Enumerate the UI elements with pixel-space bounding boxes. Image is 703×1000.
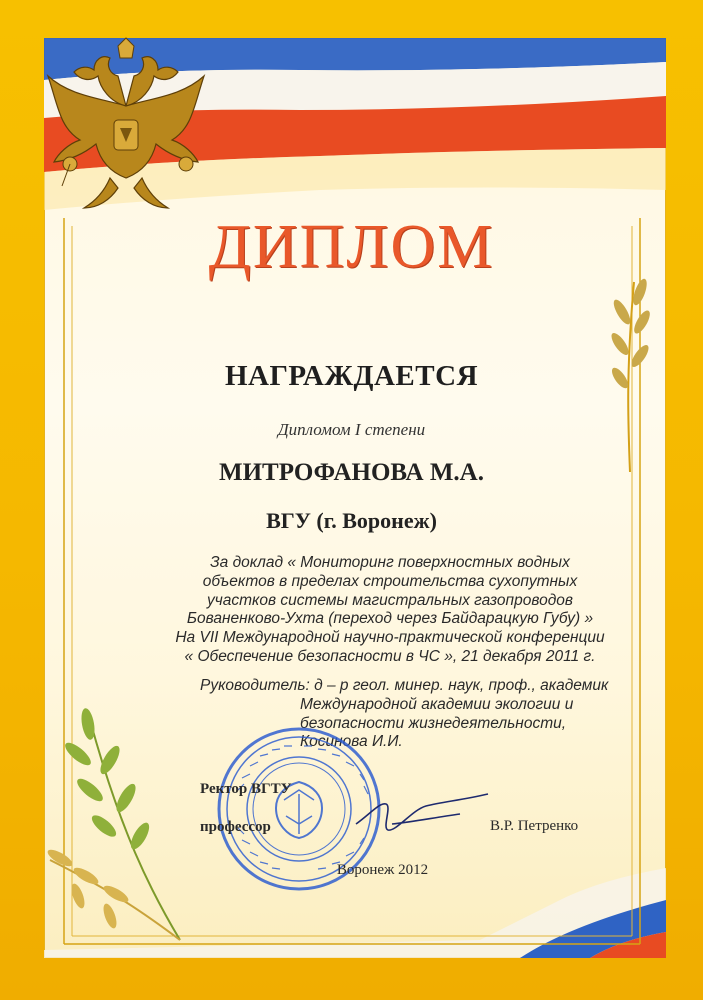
supervisor-line: безопасности жизнедеятельности, — [300, 714, 567, 732]
organization-name: ВГУ (г. Воронеж) — [266, 508, 437, 533]
place-and-year: Воронеж 2012 — [336, 862, 429, 878]
laurel-branch-icon — [30, 690, 200, 950]
rector-label: Ректор ВГТУ — [200, 781, 292, 797]
report-line: За доклад « Мониторинг поверхностных водных — [210, 554, 570, 571]
recipient-name: МИТРОФАНОВА М.А. — [219, 459, 484, 486]
supervisor-line: Руководитель: д – р геол. минер. наук, проф., академик — [200, 677, 609, 694]
report-line: участков системы магистральных газопроводов — [207, 591, 573, 609]
report-line: Бованенково-Ухта (переход через Байдарацкую Губу) » — [186, 610, 594, 628]
supervisor-line: Международной академии экологии и — [300, 695, 574, 713]
laurel-branch-icon — [600, 272, 660, 472]
russian-double-headed-eagle-icon — [40, 36, 212, 216]
report-description — [170, 554, 610, 667]
supervisor-line: Косинова И.И. — [300, 733, 403, 751]
report-line: На VII Международной научно-практической конференции — [175, 629, 605, 647]
signer-name: В.Р. Петренко — [490, 818, 579, 834]
report-line: объектов в пределах строительства сухопутных — [202, 572, 578, 590]
diploma-title: ДИПЛОМ — [208, 213, 495, 281]
degree-line: Дипломом I степени — [277, 420, 426, 439]
signature-mark — [352, 784, 492, 844]
rector-title: профессор — [200, 819, 271, 835]
report-line: « Обеспечение безопасности в ЧС », 21 декабря 2011 г. — [184, 647, 596, 665]
awarded-heading: НАГРАЖДАЕТСЯ — [224, 360, 479, 392]
